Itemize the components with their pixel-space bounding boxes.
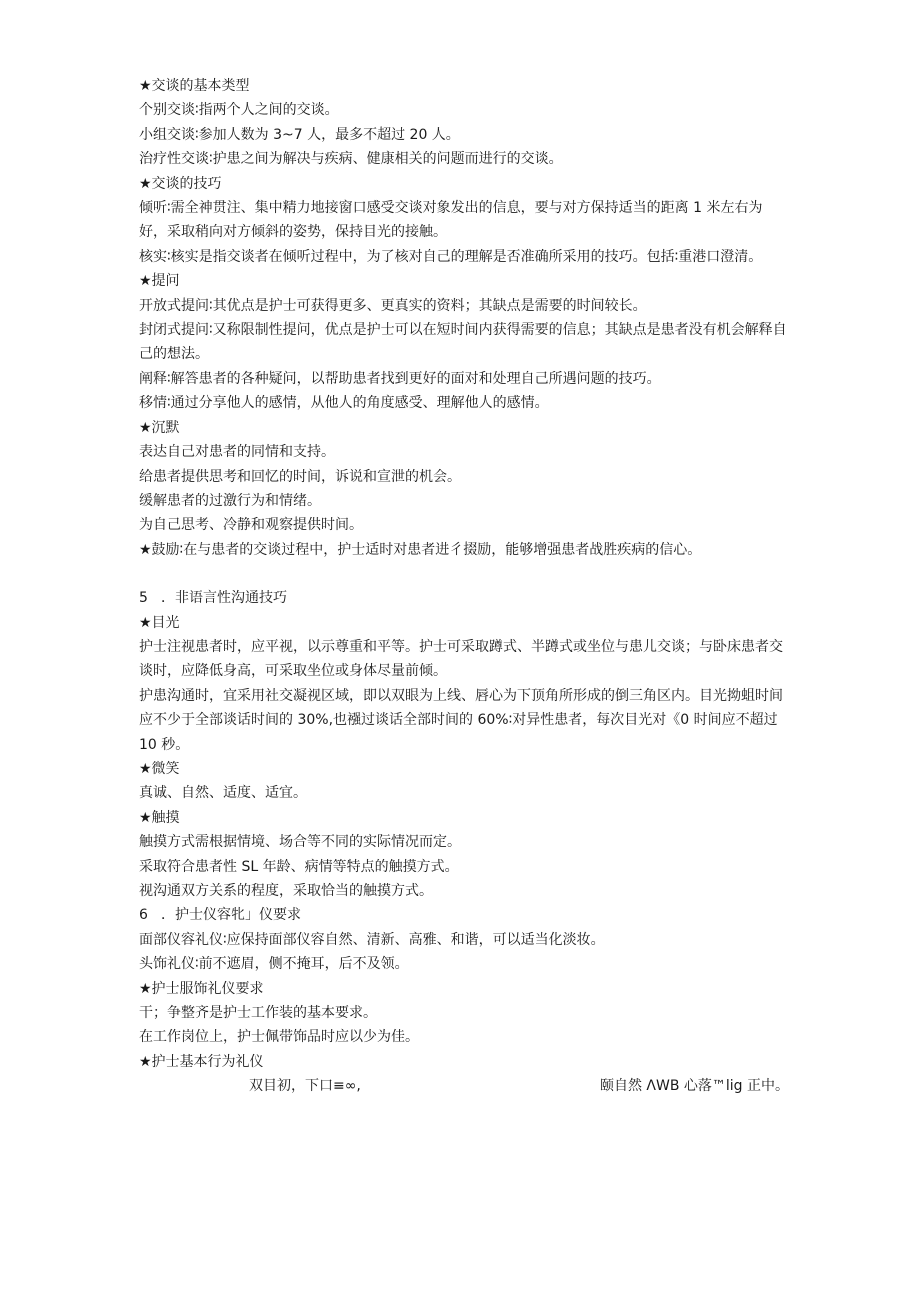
paragraph: 面部仪容礼仪∶应保持面部仪容自然、清新、高雅、和谐，可以适当化淡妆。 [139,931,605,948]
heading-smile: ★微笑 [139,760,180,777]
paragraph: 在工作岗位上，护士佩带饰品时应以少为佳。 [139,1029,419,1046]
heading-eye-contact: ★目光 [139,614,180,631]
paragraph: 开放式提问∶其优点是护士可获得更多、更真实的资料；其缺点是需要的时间较长。 [139,297,647,314]
paragraph: 触摸方式需根据情境、场合等不同的实际情况而定。 [139,834,461,851]
paragraph: 为自己思考、冷静和观察提供时间。 [139,517,363,534]
section-title: ．护士仪容牝」仪要求 [161,907,301,924]
section-6-heading [139,903,789,927]
paragraph: 表达自己对患者的同情和支持。 [139,444,335,461]
paragraph: 移情∶通过分享他人的感情，从他人的角度感受、理解他人的感情。 [139,395,549,412]
paragraph: 头饰礼仪∶前不遮眉，侧不掩耳，后不及领。 [139,956,409,973]
heading-conversation-types: ★交谈的基本类型 [139,78,250,94]
garbled-text-right: 颐自然 ΛWB 心落™lig 正中。 [599,1078,789,1095]
paragraph: 核实∶核实是指交谈者在倾听过程中，为了核对自己的理解是否准确所采用的技巧。包括∶重港口澄清。 [139,248,763,265]
paragraph: 小组交谈∶参加人数为 3~7 人，最多不超过 20 人。 [139,126,460,143]
heading-behavior-etiquette: ★护士基本行为礼仪 [139,1053,264,1070]
garbled-line [139,1074,789,1098]
paragraph: 干；争整齐是护士工作装的基本要求。 [139,1005,377,1022]
paragraph: 视沟通双方关系的程度，采取恰当的触摸方式。 [139,883,433,899]
paragraph: 个别交谈∶指两个人之间的交谈。 [139,102,339,119]
paragraph: 护士注视患者时，应平视，以示尊重和平等。护士可采取蹲式、半蹲式或坐位与患儿交谈；与卧床患者交谈时，应降低身高，可采取坐位或身体尽量前倾。 [139,638,783,680]
paragraph: 阐释∶解答患者的各种疑问，以帮助患者找到更好的面对和处理自己所遇问题的技巧。 [139,370,661,387]
heading-conversation-skills: ★交谈的技巧 [139,175,222,192]
section-5-heading [139,586,789,610]
section-title: ．非语言性沟通技巧 [161,590,287,607]
heading-touch: ★触摸 [139,809,180,826]
document-body [139,74,789,1099]
section-number: 5 [139,590,148,607]
spacer [139,562,789,586]
paragraph: 治疗性交谈∶护患之间为解决与疾病、健康相关的问题而进行的交谈。 [139,151,563,168]
heading-dress-etiquette: ★护士服饰礼仪要求 [139,980,264,997]
section-number: 6 [139,907,148,924]
heading-questioning: ★提问 [139,273,180,290]
paragraph: 封闭式提问∶又称限制性提问，优点是护士可以在短时间内获得需要的信息；其缺点是患者没有机会解释自己的想法。 [139,322,787,363]
paragraph-encouragement: ★鼓励∶在与患者的交谈过程中，护士适时对患者进彳掇励，能够增强患者战胜疾病的信心。 [139,541,702,558]
paragraph: 缓解患者的过激行为和情绪。 [139,492,321,509]
paragraph: 护患沟通时，宜采用社交凝视区域，即以双眼为上线、唇心为下顶角所形成的倒三角区内。目光拗蛆时间应不少于全部谈话时间的 30%,也襁过谈话全部时间的 60%∶对异性患者，每次目光对《0 时间应不超过 10 秒。 [139,687,783,753]
paragraph: 真诚、自然、适度、适宜。 [139,785,307,802]
paragraph: 倾听∶需全神贯注、集中精力地接窗口感受交谈对象发出的信息，要与对方保持适当的距离 1 米左右为好，采取稍向对方倾斜的姿势，保持目光的接触。 [139,200,763,241]
heading-silence: ★沉默 [139,419,180,436]
paragraph: 采取符合患者性 SL 年龄、病情等特点的触摸方式。 [139,858,459,875]
garbled-text-left: 双目初，下口≡∞, [249,1078,361,1095]
paragraph: 给患者提供思考和回忆的时间，诉说和宣泄的机会。 [139,468,461,485]
